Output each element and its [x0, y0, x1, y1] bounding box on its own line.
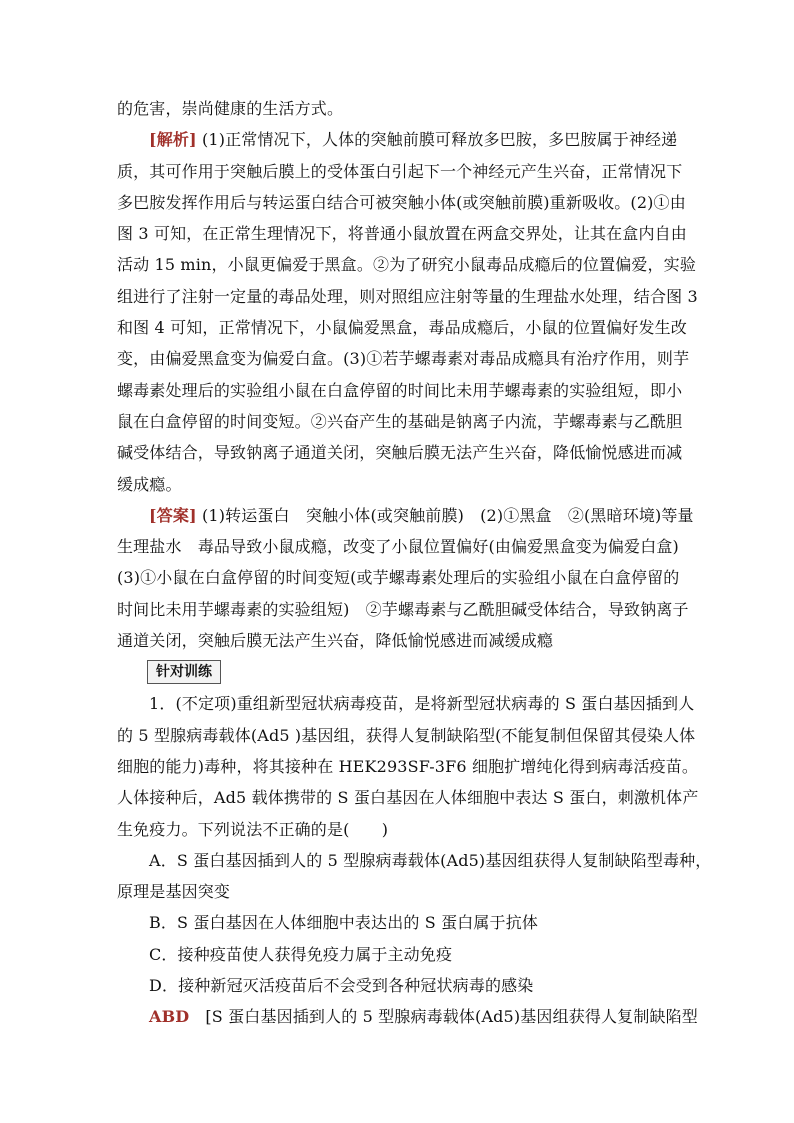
text-line: 的危害，崇尚健康的生活方式。 — [117, 99, 344, 118]
text-line: 缓成瘾。 — [117, 474, 182, 494]
option-d: D．接种新冠灭活疫苗后不会受到各种冠状病毒的感染 — [149, 976, 534, 996]
text-line: 鼠在白盒停留的时间变短。②兴奋产生的基础是钠离子内流，芋螺毒素与乙酰胆 — [117, 411, 683, 431]
question-line: 人体接种后，Ad5 载体携带的 S 蛋白基因在人体细胞中表达 S 蛋白，刺激机体产 — [117, 788, 699, 808]
training-tag: 针对训练 — [147, 660, 221, 684]
text-line: 通道关闭，突触后膜无法产生兴奋，降低愉悦感进而减缓成瘾 — [117, 631, 554, 651]
question-line: 生免疫力。下列说法不正确的是( ) — [117, 819, 389, 839]
text-line: (3)①小鼠在白盒停留的时间变短(或芋螺毒素处理后的实验组小鼠在白盒停留的 — [117, 568, 680, 588]
document-body — [117, 93, 712, 1033]
answer-tag: [答案] — [149, 505, 197, 525]
text-line: 活动 15 min，小鼠更偏爱于黑盒。②为了研究小鼠毒品成瘾后的位置偏爱，实验 — [117, 255, 696, 275]
answer-explanation-line — [117, 1001, 698, 1032]
text-line: (1)正常情况下，人体的突触前膜可释放多巴胺，多巴胺属于神经递 — [196, 130, 678, 150]
text-line: 碱受体结合，导致钠离子通道关闭，突触后膜无法产生兴奋，降低愉悦感进而减 — [117, 443, 683, 463]
text-line: 图 3 可知，在正常生理情况下，将普通小鼠放置在两盒交界处，让其在盒内自由 — [117, 224, 687, 244]
option-b: B．S 蛋白基因在人体细胞中表达出的 S 蛋白属于抗体 — [149, 913, 538, 933]
answer-key: ABD — [149, 1007, 190, 1027]
text-line: 和图 4 可知，正常情况下，小鼠偏爱黑盒，毒品成瘾后，小鼠的位置偏好发生改 — [117, 318, 687, 338]
training-section-header — [117, 656, 679, 688]
text-line: 时间比未用芋螺毒素的实验组短) ②芋螺毒素与乙酰胆碱受体结合，导致钠离子 — [117, 599, 689, 619]
text-line: 生理盐水 毒品导致小鼠成瘾，改变了小鼠位置偏好(由偏爱黑盒变为偏爱白盒) — [117, 537, 679, 557]
question-line: 的 5 型腺病毒载体(Ad5 )基因组，获得人复制缺陷型(不能复制但保留其侵染人体 — [117, 725, 696, 745]
question-line: 1．(不定项)重组新型冠状病毒疫苗，是将新型冠状病毒的 S 蛋白基因插到人 — [149, 694, 695, 714]
analysis-first-line — [117, 124, 679, 155]
question-line: 细胞的能力)毒种，将其接种在 HEK293SF-3F6 细胞扩增纯化得到病毒活疫苗。 — [117, 756, 699, 776]
answer-first-line — [117, 500, 694, 531]
text-line: 质，其可作用于突触后膜上的受体蛋白引起下一个神经元产生兴奋，正常情况下 — [117, 161, 683, 181]
text-line: 多巴胺发挥作用后与转运蛋白结合可被突触小体(或突触前膜)重新吸收。(2)①由 — [117, 192, 686, 212]
analysis-tag: [解析] — [149, 130, 197, 150]
option-c: C．接种疫苗使人获得免疫力属于主动免疫 — [149, 944, 453, 964]
option-a-continued: 原理是基因突变 — [117, 882, 231, 902]
text-line: (1)转运蛋白 突触小体(或突触前膜) (2)①黑盒 ②(黑暗环境)等量 — [196, 505, 694, 525]
text-line: 变，由偏爱黑盒变为偏爱白盒。(3)①若芋螺毒素对毒品成瘾具有治疗作用，则芋 — [117, 349, 690, 369]
text-line: [S 蛋白基因插到人的 5 型腺病毒载体(Ad5)基因组获得人复制缺陷型 — [189, 1007, 698, 1027]
option-a: A．S 蛋白基因插到人的 5 型腺病毒载体(Ad5)基因组获得人复制缺陷型毒种， — [149, 850, 712, 870]
text-line: 组进行了注射一定量的毒品处理，则对照组应注射等量的生理盐水处理，结合图 3 — [117, 286, 698, 306]
text-line: 螺毒素处理后的实验组小鼠在白盒停留的时间比未用芋螺毒素的实验组短，即小 — [117, 380, 683, 400]
